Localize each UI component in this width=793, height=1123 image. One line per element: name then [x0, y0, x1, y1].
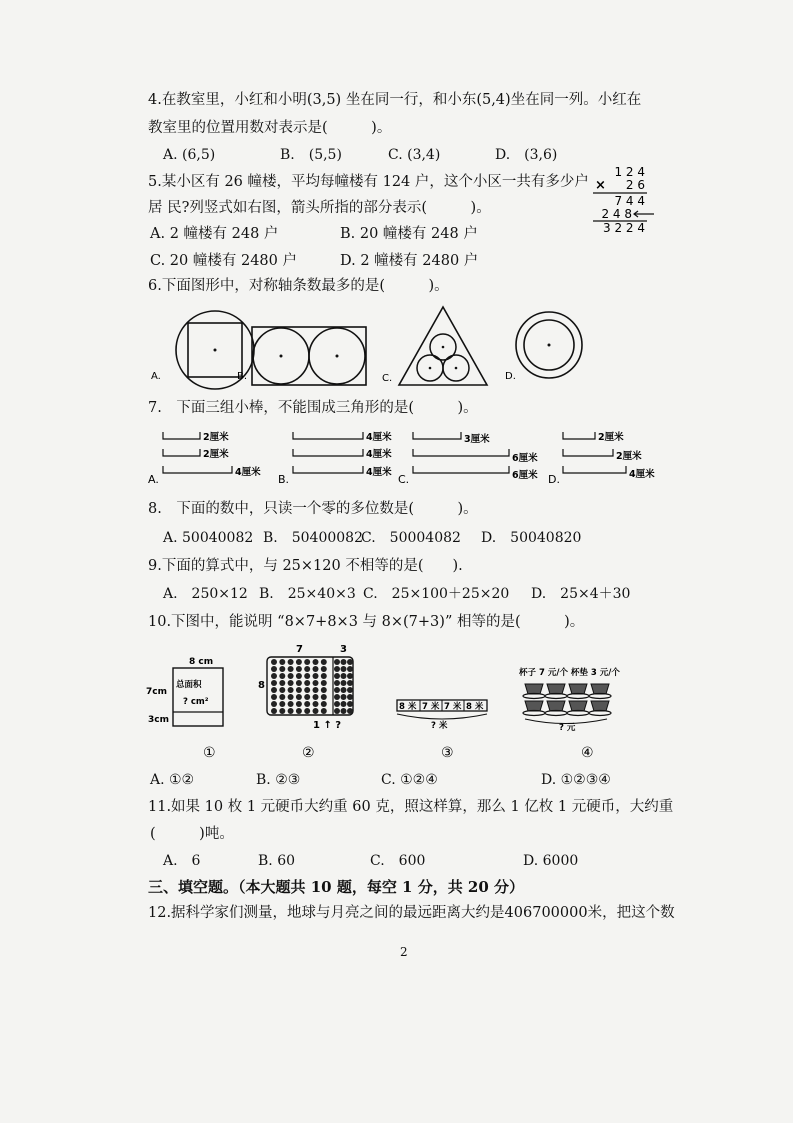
- array-dot: [313, 694, 319, 700]
- fig3-number[interactable]: ③: [441, 745, 454, 761]
- array-dot: [288, 659, 294, 665]
- cup-icon: [547, 684, 565, 694]
- q7-option-b[interactable]: B.: [278, 473, 290, 486]
- figure-b-rect-circles: [252, 327, 366, 385]
- calc-multiplier: 2 6: [625, 178, 645, 192]
- q5-option-a[interactable]: A. 2 幢楼有 248 户: [150, 226, 279, 242]
- array-dot: [313, 701, 319, 707]
- q5-option-c[interactable]: C. 20 幢楼有 2480 户: [150, 253, 297, 269]
- q7-line1: 7. 下面三组小棒，不能围成三角形的是( )。: [148, 400, 478, 416]
- q5-option-d[interactable]: D. 2 幢楼有 2480 户: [340, 253, 479, 269]
- q4-option-b[interactable]: B. (5,5): [280, 147, 342, 163]
- array-dot: [279, 659, 285, 665]
- array-dot: [296, 701, 302, 707]
- array-dot: [341, 701, 347, 707]
- array-dot: [279, 708, 285, 714]
- array-dot: [347, 694, 353, 700]
- array-dot: [271, 680, 277, 686]
- array-dot: [288, 708, 294, 714]
- vertical-multiplication: [585, 162, 655, 234]
- array-dot: [313, 680, 319, 686]
- fig4-number[interactable]: ④: [581, 745, 594, 761]
- array-dot: [334, 694, 340, 700]
- q5-option-b[interactable]: B. 20 幢楼有 248 户: [340, 226, 478, 242]
- array-dot: [321, 687, 327, 693]
- array-dot: [288, 701, 294, 707]
- q8-option-a[interactable]: A. 50040082: [163, 530, 254, 546]
- array-dot: [347, 673, 353, 679]
- calc-partial1: 7 4 4: [614, 194, 645, 208]
- fig1-left-label1: 7cm: [146, 687, 167, 697]
- cup-icon: [569, 684, 587, 694]
- array-dot: [313, 708, 319, 714]
- q8-option-d[interactable]: D. 50040820: [481, 530, 582, 546]
- stick-b2-label: 4厘米: [366, 449, 392, 460]
- calc-multiplicand: 1 2 4: [614, 165, 645, 179]
- fig3-seg1: 8 米: [399, 702, 417, 712]
- q4-option-a[interactable]: A. (6,5): [163, 147, 216, 163]
- array-dot: [304, 666, 310, 672]
- array-dot: [334, 673, 340, 679]
- figure-3-segments: [397, 700, 487, 731]
- fig4-caption: 杯子 7 元/个 杯垫 3 元/个: [519, 668, 620, 678]
- q7-option-a[interactable]: A.: [148, 473, 159, 486]
- array-dot: [279, 687, 285, 693]
- figure-1-area: [146, 657, 223, 726]
- array-dot: [296, 708, 302, 714]
- q4-option-d[interactable]: D. (3,6): [495, 147, 558, 163]
- array-dot: [334, 666, 340, 672]
- q11-line2: ( )吨。: [150, 826, 234, 842]
- fig3-seg4: 8 米: [466, 702, 484, 712]
- stick-d2-label: 2厘米: [616, 451, 642, 462]
- q7-option-d[interactable]: D.: [548, 473, 560, 486]
- cup-icon: [591, 684, 609, 694]
- stick-c1-label: 3厘米: [464, 434, 490, 445]
- q6-figures: [145, 305, 595, 390]
- array-dot: [296, 687, 302, 693]
- array-dot: [334, 680, 340, 686]
- array-dot: [347, 666, 353, 672]
- q7-option-c[interactable]: C.: [398, 473, 410, 486]
- figure-c-label[interactable]: C.: [382, 373, 393, 384]
- array-dot: [334, 701, 340, 707]
- array-dot: [279, 701, 285, 707]
- fig2-top2: 3: [340, 644, 347, 655]
- array-dot: [347, 659, 353, 665]
- fig1-number[interactable]: ①: [203, 745, 216, 761]
- q11-option-a[interactable]: A. 6: [163, 853, 201, 869]
- q4-line1: 4.在教室里，小红和小明(3,5) 坐在同一行，和小东(5,4)坐在同一列。小红在: [148, 92, 642, 108]
- q10-option-a[interactable]: A. ①②: [150, 772, 195, 788]
- q11-option-b[interactable]: B. 60: [258, 853, 296, 869]
- array-dot: [279, 673, 285, 679]
- array-dot: [321, 680, 327, 686]
- array-dot: [296, 659, 302, 665]
- array-dot: [304, 694, 310, 700]
- array-dot: [288, 680, 294, 686]
- array-dot: [296, 680, 302, 686]
- array-dot: [313, 659, 319, 665]
- array-dot: [271, 666, 277, 672]
- figure-d-label[interactable]: D.: [505, 371, 516, 382]
- array-dot: [304, 673, 310, 679]
- q8-option-b[interactable]: B. 50400082: [263, 530, 363, 546]
- array-dot: [296, 694, 302, 700]
- cup-icon: [547, 701, 565, 711]
- array-dot: [341, 708, 347, 714]
- stick-a2-label: 2厘米: [203, 449, 229, 460]
- array-dot: [321, 701, 327, 707]
- q5-line1: 5.某小区有 26 幢楼，平均每幢楼有 124 户，这个小区一共有多少户: [148, 174, 589, 190]
- fig4-bottom: ? 元: [559, 723, 576, 733]
- array-dot: [304, 680, 310, 686]
- calc-partial2: 2 4 8: [601, 207, 632, 221]
- array-dot: [341, 694, 347, 700]
- array-dot: [288, 673, 294, 679]
- figure-d-concentric-circles: [516, 312, 582, 378]
- array-dot: [271, 659, 277, 665]
- cup-icon: [525, 701, 543, 711]
- array-dot: [347, 708, 353, 714]
- array-dot: [304, 687, 310, 693]
- q11-option-d[interactable]: D. 6000: [523, 853, 579, 869]
- array-dot: [288, 687, 294, 693]
- array-dot: [321, 666, 327, 672]
- q10-line1: 10.下图中，能说明 “8×7+8×3 与 8×(7+3)” 相等的是( )。: [148, 614, 585, 630]
- stick-b1-label: 4厘米: [366, 432, 392, 443]
- q8-option-c[interactable]: C. 50004082: [361, 530, 461, 546]
- stick-a3-label: 4厘米: [235, 467, 261, 478]
- array-dot: [271, 694, 277, 700]
- array-dot: [341, 673, 347, 679]
- fig2-number[interactable]: ②: [302, 745, 315, 761]
- array-dot: [313, 673, 319, 679]
- array-dot: [321, 659, 327, 665]
- fig2-left: 8: [258, 680, 265, 691]
- figure-4-cups: [518, 667, 620, 733]
- array-dot: [304, 701, 310, 707]
- array-dot: [334, 659, 340, 665]
- figure-a-label[interactable]: A.: [151, 371, 161, 382]
- fig3-bottom: ? 米: [431, 721, 448, 731]
- array-dot: [271, 708, 277, 714]
- figure-c-triangle-circles: [399, 307, 487, 385]
- array-dot: [341, 666, 347, 672]
- q10-option-b[interactable]: B. ②③: [256, 772, 301, 788]
- array-dot: [321, 708, 327, 714]
- q10-figures: [145, 640, 665, 765]
- stick-d3-label: 4厘米: [629, 469, 655, 480]
- q10-option-c[interactable]: C. ①②④: [381, 772, 438, 788]
- q11-line1: 11.如果 10 枚 1 元硬币大约重 60 克，照这样算，那么 1 亿枚 1 元硬币，大约重: [148, 799, 674, 815]
- q9-option-c[interactable]: C. 25×100＋25×20: [363, 586, 510, 602]
- fig2-top1: 7: [296, 644, 303, 655]
- cup-icon: [525, 684, 543, 694]
- array-dot: [334, 708, 340, 714]
- array-dot: [341, 680, 347, 686]
- array-dot: [341, 687, 347, 693]
- fig4-cup-icons: [523, 684, 611, 716]
- fig1-top-label: 8 cm: [189, 657, 214, 667]
- q12-line1: 12.据科学家们测量，地球与月亮之间的最远距离大约是406700000米，把这个数: [148, 905, 675, 921]
- stick-a1-label: 2厘米: [203, 432, 229, 443]
- stick-d1-label: 2厘米: [598, 432, 624, 443]
- q11-option-c[interactable]: C. 600: [370, 853, 426, 869]
- calc-result: 3 2 2 4: [603, 221, 645, 235]
- q9-option-b[interactable]: B. 25×40×3: [259, 586, 356, 602]
- figure-2-dot-array: [258, 644, 353, 731]
- array-dot: [288, 666, 294, 672]
- array-dot: [296, 673, 302, 679]
- array-dot: [347, 701, 353, 707]
- array-dot: [271, 701, 277, 707]
- q10-option-d[interactable]: D. ①②③④: [541, 772, 611, 788]
- array-dot: [313, 687, 319, 693]
- array-dot: [288, 694, 294, 700]
- fig1-inner1: 总面积: [176, 680, 202, 690]
- figure-b-label[interactable]: B.: [237, 371, 248, 382]
- q9-option-a[interactable]: A. 250×12: [163, 586, 248, 602]
- calc-operator: ×: [595, 178, 606, 193]
- array-dot: [321, 673, 327, 679]
- stick-b3-label: 4厘米: [366, 467, 392, 478]
- fig2-dots: [271, 659, 353, 714]
- array-dot: [271, 687, 277, 693]
- array-dot: [279, 666, 285, 672]
- fig1-left-label2: 3cm: [148, 715, 169, 725]
- array-dot: [321, 694, 327, 700]
- cup-icon: [569, 701, 587, 711]
- q4-line2: 教室里的位置用数对表示是( )。: [148, 120, 392, 136]
- fig3-seg2: 7 米: [422, 702, 440, 712]
- fig3-seg3: 7 米: [444, 702, 462, 712]
- q5-line2: 居 民?列竖式如右图，箭头所指的部分表示( )。: [148, 200, 491, 216]
- fig1-inner2: ? cm²: [183, 697, 209, 707]
- array-dot: [304, 659, 310, 665]
- array-dot: [279, 680, 285, 686]
- array-dot: [347, 687, 353, 693]
- q9-line1: 9.下面的算式中，与 25×120 不相等的是( ).: [148, 558, 463, 574]
- array-dot: [271, 673, 277, 679]
- page-number: 2: [400, 945, 408, 959]
- array-dot: [347, 680, 353, 686]
- q9-option-d[interactable]: D. 25×4＋30: [531, 586, 631, 602]
- array-dot: [341, 659, 347, 665]
- arrow-icon: [634, 211, 654, 217]
- array-dot: [334, 687, 340, 693]
- q6-line1: 6.下面图形中，对称轴条数最多的是( )。: [148, 278, 449, 294]
- array-dot: [296, 666, 302, 672]
- array-dot: [304, 708, 310, 714]
- array-dot: [313, 666, 319, 672]
- q7-sticks: [145, 428, 655, 488]
- fig2-bottom: 1 ↑ ?: [313, 720, 342, 731]
- q4-option-c[interactable]: C. (3,4): [388, 147, 441, 163]
- cup-icon: [591, 701, 609, 711]
- q8-line1: 8. 下面的数中，只读一个零的多位数是( )。: [148, 501, 478, 517]
- stick-c2-label: 6厘米: [512, 453, 538, 464]
- stick-c3-label: 6厘米: [512, 470, 538, 481]
- array-dot: [279, 694, 285, 700]
- section-3-heading: 三、填空题。（本大题共 10 题，每空 1 分，共 20 分）: [148, 878, 525, 896]
